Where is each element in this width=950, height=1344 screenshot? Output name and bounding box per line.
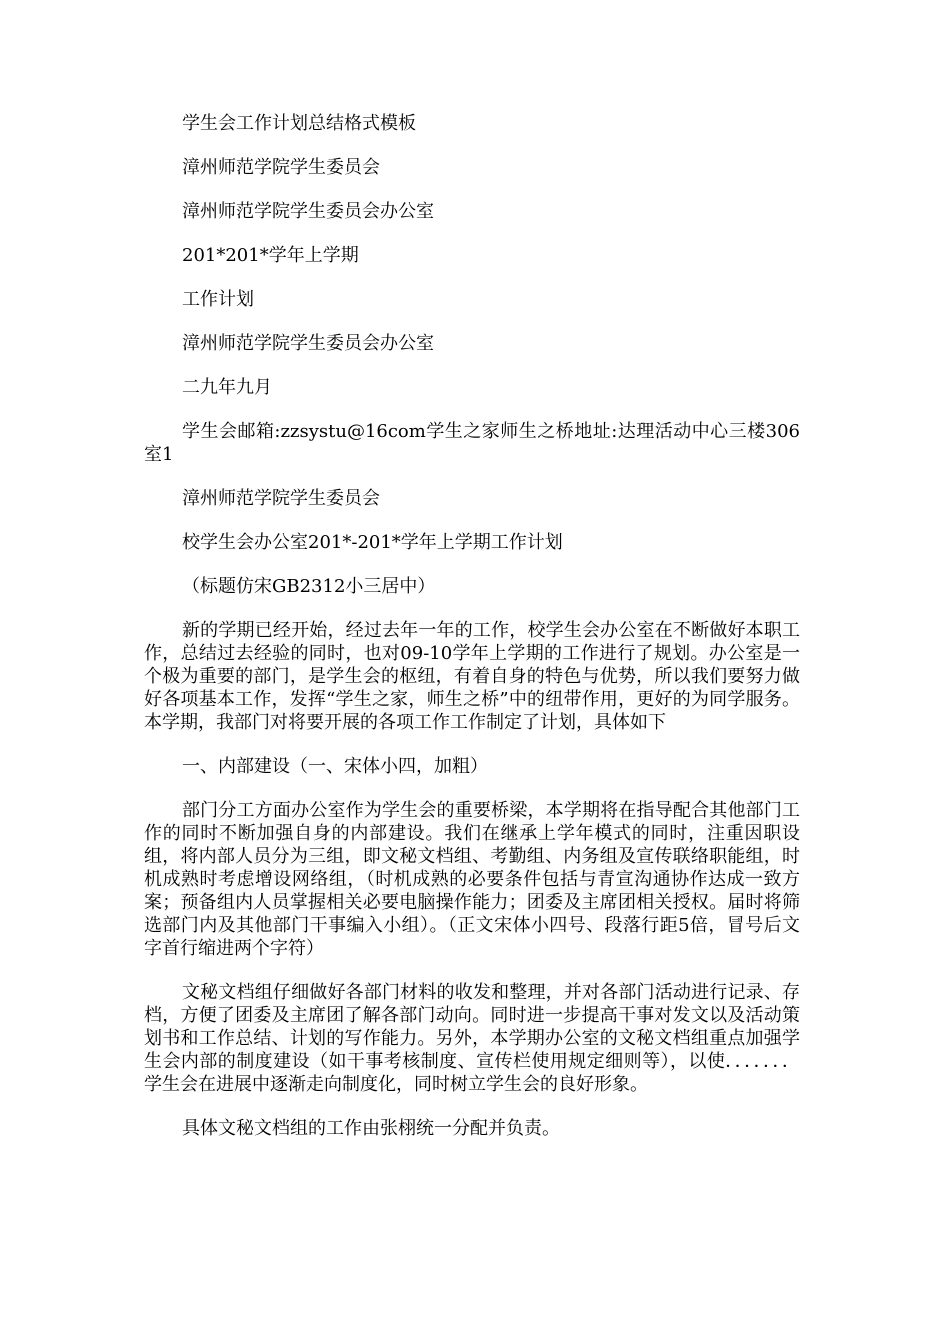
intro-paragraph: 新的学期已经开始，经过去年一年的工作，校学生会办公室在不断做好本职工作，总结过去经验的同时，也对09-10学年上学期的工作进行了规划。办公室是一个极为重要的部门，是学生会的枢纽，有着自身的特色与优势，所以我们要努力做好各项基本工作，发挥“学生之家，师生之桥”中的纽带作用，更好的为同学服务。本学期，我部门对将要开展的各项工作工作制定了计划，具体如下	[144, 620, 800, 733]
responsibility-paragraph: 具体文秘文档组的工作由张栩统一分配并负责。	[182, 1118, 560, 1139]
org-name: 漳州师范学院学生委员会	[182, 157, 380, 178]
date-line: 二九年九月	[182, 377, 272, 398]
document-body	[144, 112, 800, 1161]
org-name-2: 漳州师范学院学生委员会	[182, 488, 380, 509]
division-paragraph: 部门分工方面办公室作为学生会的重要桥梁，本学期将在指导配合其他部门工作的同时不断加强自身的内部建设。我们在继承上学年模式的同时，注重因职设组，将内部人员分为三组，即文秘文档组、考勤组、内务组及宣传联络职能组，时机成熟时考虑增设网络组，（时机成熟的必要条件包括与青宣沟通协作达成一致方案；预备组内人员掌握相关必要电脑操作能力；团委及主席团相关授权。届时将筛选部门内及其他部门干事编入小组）。（正文宋体小四号、段落行距5倍，冒号后文字首行缩进两个字符）	[144, 800, 800, 959]
plan-heading: 校学生会办公室201*-201*学年上学期工作计划	[182, 532, 563, 553]
office-name-2: 漳州师范学院学生委员会办公室	[182, 333, 434, 354]
section-heading-internal: 一、内部建设（一、宋体小四，加粗）	[182, 756, 488, 777]
semester-line: 201*201*学年上学期	[182, 245, 359, 266]
heading-format-note: （标题仿宋GB2312小三居中）	[182, 576, 436, 597]
doc-title: 学生会工作计划总结格式模板	[182, 113, 416, 134]
contact-line: 学生会邮箱:zzsystu@16com学生之家师生之桥地址:达理活动中心三楼306室1	[144, 421, 800, 465]
office-name: 漳州师范学院学生委员会办公室	[182, 201, 434, 222]
secretarial-paragraph: 文秘文档组仔细做好各部门材料的收发和整理，并对各部门活动进行记录、存档，方便了团委及主席团了解各部门动向。同时进一步提高干事对发文以及活动策划书和工作总结、计划的写作能力。另外，本学期办公室的文秘文档组重点加强学生会内部的制度建设（如干事考核制度、宣传栏使用规定细则等），以使．．．．．．．学生会在进展中逐渐走向制度化，同时树立学生会的良好形象。	[144, 982, 800, 1095]
plan-label: 工作计划	[182, 289, 254, 310]
